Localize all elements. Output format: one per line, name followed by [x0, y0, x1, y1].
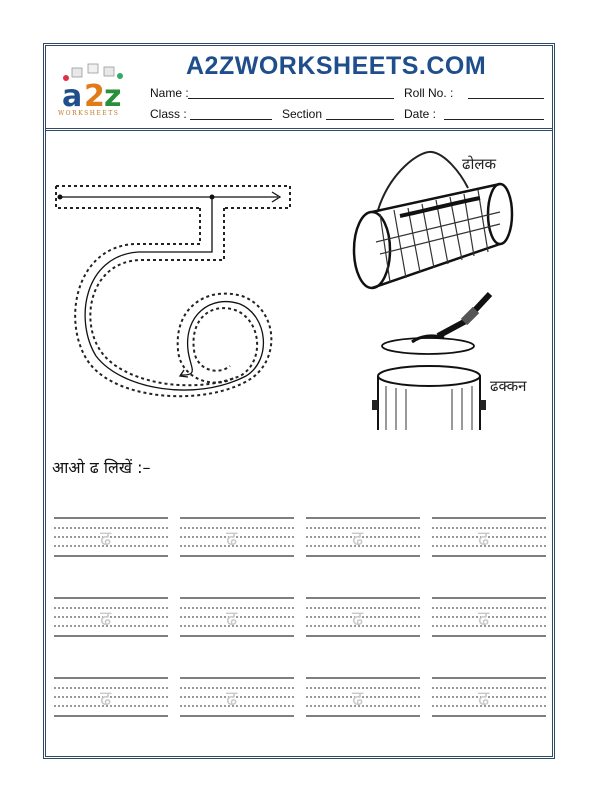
practice-trace-letter[interactable]: ढ — [352, 526, 364, 550]
logo-letter-z: z — [104, 79, 122, 114]
practice-trace-letter[interactable]: ढ — [352, 606, 364, 630]
practice-trace-letter[interactable]: ढ — [100, 606, 112, 630]
practice-trace-letter[interactable]: ढ — [226, 526, 238, 550]
class-label: Class : — [150, 107, 187, 121]
header-divider — [46, 128, 552, 131]
dholak-caption: ढोलक — [462, 155, 497, 173]
practice-trace-letter[interactable]: ढ — [478, 606, 490, 630]
date-label: Date : — [404, 107, 437, 121]
dhakkan-lid-icon — [372, 290, 502, 430]
dhakkan-caption: ढक्कन — [490, 377, 527, 395]
logo-letter-2: 2 — [84, 79, 105, 114]
logo-letter-a: a — [62, 79, 83, 114]
practice-trace-letter[interactable]: ढ — [478, 686, 490, 710]
letter-tracing-guide — [50, 170, 300, 410]
practice-trace-letter[interactable]: ढ — [100, 686, 112, 710]
instruction-text: आओ ढ लिखें :– — [52, 458, 151, 477]
practice-trace-letter[interactable]: ढ — [478, 526, 490, 550]
practice-trace-letter[interactable]: ढ — [100, 526, 112, 550]
roll-no-label: Roll No. : — [404, 86, 454, 100]
practice-trace-letter[interactable]: ढ — [226, 606, 238, 630]
name-field[interactable] — [188, 98, 394, 99]
section-field[interactable] — [326, 119, 394, 120]
logo-subtext: WORKSHEETS — [58, 110, 120, 117]
class-field[interactable] — [190, 119, 272, 120]
section-label: Section — [282, 107, 323, 121]
date-field[interactable] — [444, 119, 544, 120]
practice-trace-letter[interactable]: ढ — [226, 686, 238, 710]
roll-no-field[interactable] — [468, 98, 544, 99]
name-label: Name : — [150, 86, 189, 100]
practice-trace-letter[interactable]: ढ — [352, 686, 364, 710]
site-title: A2ZWORKSHEETS.COM — [186, 52, 487, 80]
